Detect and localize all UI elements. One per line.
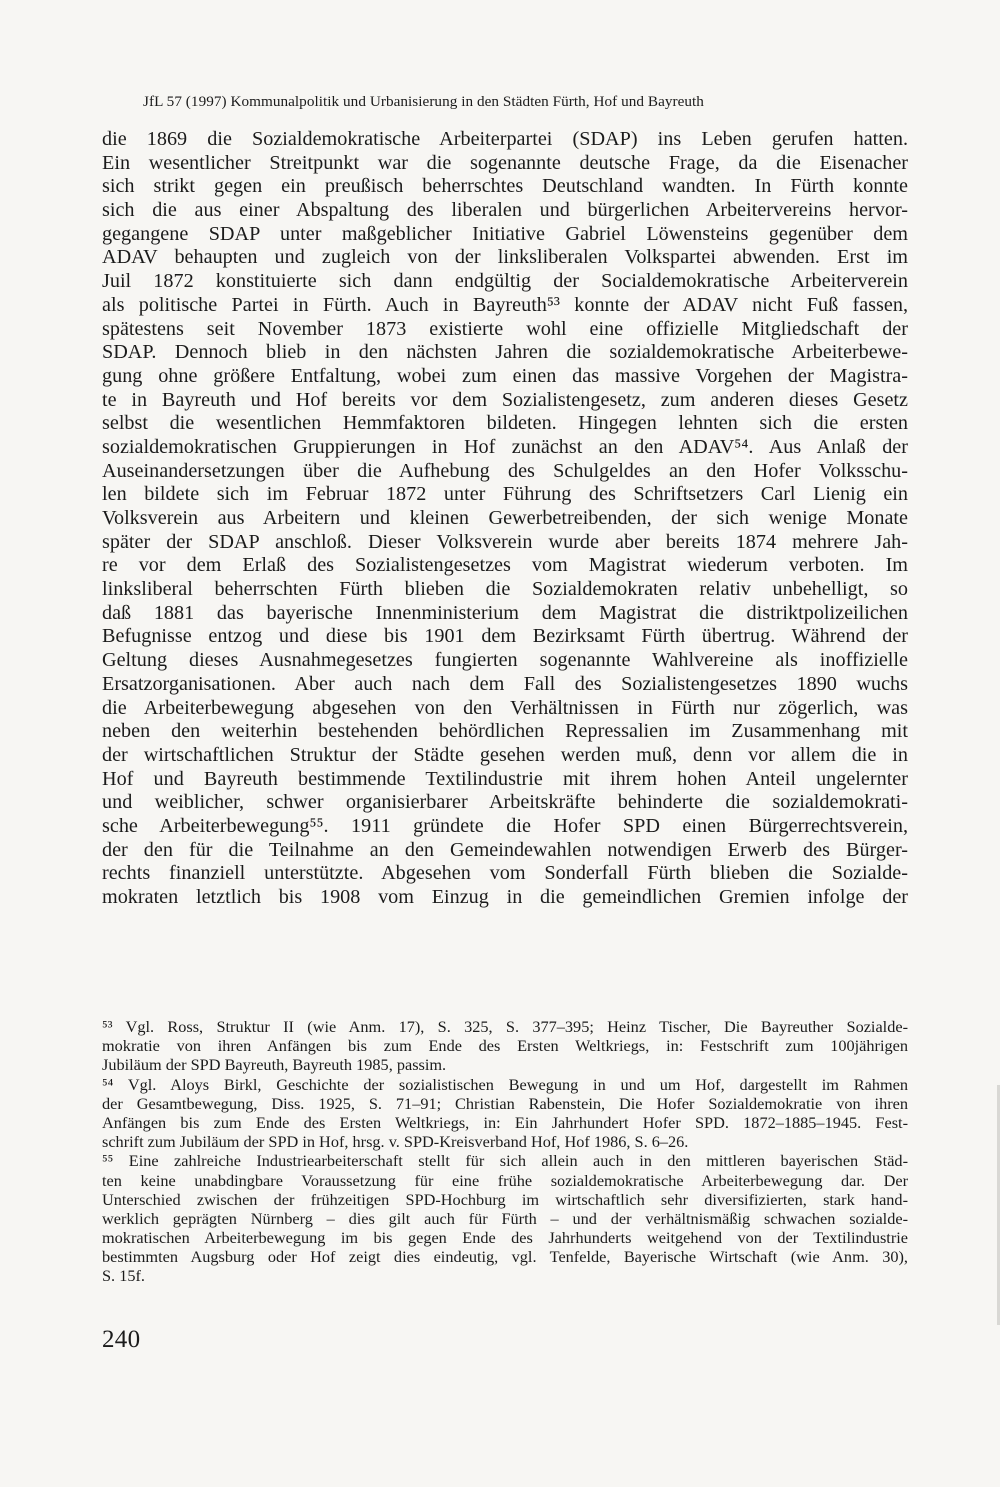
footnote-55: [102, 1151, 908, 1285]
body-line: ADAV behaupten und zugleich von der linksliberalen Volkspartei abwenden. Erst im: [102, 246, 908, 269]
body-line: Ersatzorganisationen. Aber auch nach dem Fall des Sozialistengesetzes 1890 wuchs: [102, 672, 908, 695]
body-line: und weiblicher, schwer organisierbarer Arbeitskräfte behinderte die sozialdemokrati-: [102, 791, 908, 814]
body-line: Befugnisse entzog und diese bis 1901 dem Bezirksamt Fürth übertrug. Während der: [102, 625, 908, 648]
body-line: sich strikt gegen ein preußisch beherrschtes Deutschland wandten. In Fürth konnte: [102, 175, 908, 198]
footnote-line: der Gesamtbewegung, Diss. 1925, S. 71–91; Christian Rabenstein, Die Hofer Sozialdemokratie von ihren: [102, 1093, 908, 1113]
footnote-line: ten keine unabdingbare Voraussetzung für eine frühe sozialdemokratische Arbeiterbewegung dar. Der: [102, 1170, 908, 1190]
body-line: Hof und Bayreuth bestimmende Textilindustrie mit ihrem hohen Anteil ungelernter: [102, 767, 908, 790]
body-line: SDAP. Dennoch blieb in den nächsten Jahren die sozialdemokratische Arbeiterbewe-: [102, 341, 908, 364]
footnote-line: werklich geprägten Nürnberg – dies gilt auch für Fürth – und der verhältnismäßig schwachen sozialde-: [102, 1208, 908, 1228]
body-line: als politische Partei in Fürth. Auch in Bayreuth⁵³ konnte der ADAV nicht Fuß fassen,: [102, 293, 908, 316]
body-line: gung ohne größere Entfaltung, wobei zum einen das massive Vorgehen der Magistra-: [102, 364, 908, 387]
body-line: Geltung dieses Ausnahmegesetzes fungierten sogenannte Wahlvereine als inoffizielle: [102, 649, 908, 672]
footnote-54: [102, 1075, 908, 1152]
body-line: sich die aus einer Abspaltung des liberalen und bürgerlichen Arbeitervereins hervor-: [102, 199, 908, 222]
body-line: spätestens seit November 1873 existierte wohl eine offizielle Mitgliedschaft der: [102, 317, 908, 340]
body-line: später der SDAP anschloß. Dieser Volksverein wurde aber bereits 1874 mehrere Jah-: [102, 530, 908, 553]
body-line: die Arbeiterbewegung abgesehen von den Verhältnissen in Fürth nur zögerlich, was: [102, 696, 908, 719]
body-line: Ein wesentlicher Streitpunkt war die sogenannte deutsche Frage, da die Eisenacher: [102, 151, 908, 174]
body-line: Volksverein aus Arbeitern und kleinen Gewerbetreibenden, der sich wenige Monate: [102, 507, 908, 529]
body-line: mokraten letztlich bis 1908 vom Einzug in die gemeindlichen Gremien infolge der: [102, 886, 908, 908]
body-line: te in Bayreuth und Hof bereits vor dem Sozialistengesetz, zum anderen dieses Gesetz: [102, 388, 908, 411]
body-line: der den für die Teilnahme an den Gemeindewahlen notwendigen Erwerb des Bürger-: [102, 838, 908, 861]
footnote-line: S. 15f.: [102, 1266, 145, 1286]
running-head: JfL 57 (1997) Kommunalpolitik und Urbanisierung in den Städten Fürth, Hof und Bayreuth: [143, 93, 704, 110]
body-line: selbst die wesentlichen Hemmfaktoren bildeten. Hingegen lehnten sich die ersten: [102, 412, 908, 435]
footnote-line: schrift zum Jubiläum der SPD in Hof, hrsg. v. SPD-Kreisverband Hof, Hof 1986, S. 6–26.: [102, 1132, 689, 1152]
body-line: die 1869 die Sozialdemokratische Arbeiterpartei (SDAP) ins Leben gerufen hatten.: [102, 128, 908, 150]
body-line: Juil 1872 konstituierte sich dann endgültig der Socialdemokratische Arbeiterverein: [102, 270, 908, 293]
footnote-line: Jubiläum der SPD Bayreuth, Bayreuth 1985, passim.: [102, 1055, 447, 1075]
body-text: [102, 128, 908, 910]
body-line: re vor dem Erlaß des Sozialistengesetzes vom Magistrat wiederum verboten. Im: [102, 554, 908, 577]
body-line: der wirtschaftlichen Struktur der Städte gesehen werden muß, denn vor allem die in: [102, 743, 908, 766]
body-line: linksliberal beherrschten Fürth blieben die Sozialdemokraten relativ unbehelligt, so: [102, 578, 908, 601]
footnote-line: ⁵³ Vgl. Ross, Struktur II (wie Anm. 17), S. 325, S. 377–395; Heinz Tischer, Die Bayreuther Sozialde-: [102, 1017, 908, 1036]
body-line: neben den weiterhin bestehenden behördlichen Repressalien im Zusammenhang mit: [102, 720, 908, 743]
footnote-line: ⁵⁵ Eine zahlreiche Industriearbeiterschaft stellt für sich allein auch in den mittleren bayerischen Städ-: [102, 1151, 908, 1171]
footnote-line: Anfängen bis zum Ende des Ersten Weltkriegs, in: Ein Jahrhundert Hofer SPD. 1872–1885–1945. Fest-: [102, 1112, 908, 1132]
body-line: sche Arbeiterbewegung⁵⁵. 1911 gründete die Hofer SPD einen Bürgerrechtsverein,: [102, 814, 908, 837]
footnote-line: bestimmten Augsburg oder Hof zeigt dies eindeutig, vgl. Tenfelde, Bayerische Wirtschaft (wie Anm. 30),: [102, 1247, 908, 1267]
body-line: daß 1881 das bayerische Innenministerium dem Magistrat die distriktpolizeilichen: [102, 601, 908, 624]
footnote-line: ⁵⁴ Vgl. Aloys Birkl, Geschichte der sozialistischen Bewegung in und um Hof, dargestellt im Rahmen: [102, 1074, 908, 1094]
body-line: gegangene SDAP unter maßgeblicher Initiative Gabriel Löwensteins gegenüber dem: [102, 222, 908, 245]
footnote-line: mokratischen Arbeiterbewegung im bis gegen Ende des Jahrhunderts weitgehend von der Textilindustrie: [102, 1228, 908, 1248]
body-line: sozialdemokratischen Gruppierungen in Hof zunächst an den ADAV⁵⁴. Aus Anlaß der: [102, 435, 908, 458]
footnotes: [102, 1017, 908, 1286]
footnote-53: [102, 1017, 908, 1075]
page-number: 240: [102, 1326, 141, 1353]
body-line: len bildete sich im Februar 1872 unter Führung des Schriftsetzers Carl Lienig ein: [102, 483, 908, 506]
footnote-line: Unterschied zwischen der frühzeitigen SPD-Hochburg im wirtschaftlich sehr diversifizierten, stark hand-: [102, 1189, 908, 1209]
footnote-line: mokratie von ihren Anfängen bis zum Ende des Ersten Weltkriegs, in: Festschrift zum 100jährigen: [102, 1036, 908, 1056]
body-line: rechts finanziell unterstützte. Abgesehen vom Sonderfall Fürth blieben die Sozialde-: [102, 862, 908, 885]
body-line: Auseinandersetzungen über die Aufhebung des Schulgeldes an den Hofer Volksschu-: [102, 459, 908, 482]
